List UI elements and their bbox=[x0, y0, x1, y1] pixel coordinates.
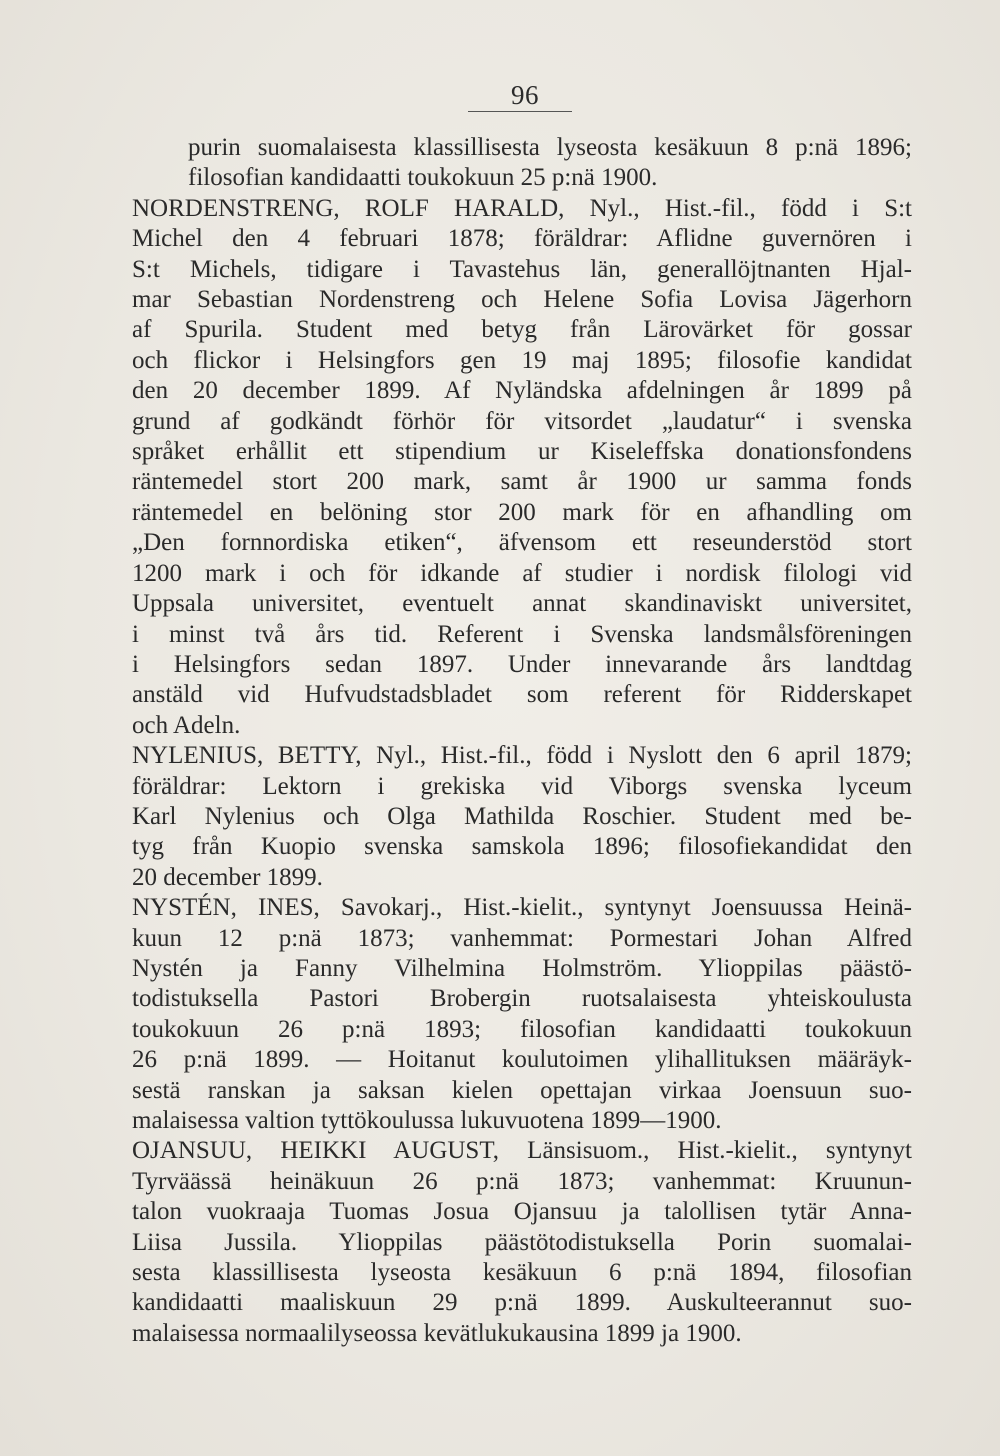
biographical-entry bbox=[132, 194, 912, 741]
text-line: 1200 mark i och för idkande af studier i nordisk filologi vid bbox=[132, 559, 912, 587]
biographical-entry bbox=[132, 1136, 912, 1349]
text-line: sestä ranskan ja saksan kielen opettajan virkaa Joensuun suo- bbox=[132, 1076, 912, 1104]
text-line: malaisessa valtion tyttökoulussa lukuvuotena 1899—1900. bbox=[132, 1107, 722, 1134]
text-line: Liisa Jussila. Ylioppilas päästötodistuksella Porin suomalai- bbox=[132, 1228, 912, 1256]
text-line: S:t Michels, tidigare i Tavastehus län, generallöjtnanten Hjal- bbox=[132, 255, 912, 283]
text-line: NYLENIUS, BETTY, Nyl., Hist.-fil., född i Nyslott den 6 april 1879; bbox=[132, 742, 912, 770]
text-line: grund af godkändt förhör för vitsordet „laudatur“ i svenska bbox=[132, 407, 912, 435]
text-line: Nystén ja Fanny Vilhelmina Holmström. Ylioppilas päästö- bbox=[132, 954, 912, 982]
text-line: NORDENSTRENG, ROLF HARALD, Nyl., Hist.-fil., född i S:t bbox=[132, 194, 912, 222]
text-line: i Helsingfors sedan 1897. Under innevarande års landtdag bbox=[132, 650, 912, 678]
text-line: Karl Nylenius och Olga Mathilda Roschier. Student med be- bbox=[132, 802, 912, 830]
text-line: anstäld vid Hufvudstadsbladet som referent för Ridderskapet bbox=[132, 681, 912, 709]
text-line: NYSTÉN, INES, Savokarj., Hist.-kielit., syntynyt Joensuussa Heinä- bbox=[132, 894, 912, 922]
page-number-rule bbox=[468, 111, 572, 112]
text-line: Michel den 4 februari 1878; föräldrar: Aflidne guvernören i bbox=[132, 225, 912, 253]
text-line: todistuksella Pastori Brobergin ruotsalaisesta yhteiskoulusta bbox=[132, 985, 912, 1013]
text-line: „Den fornnordiska etiken“, äfvensom ett reseunderstöd stort bbox=[132, 529, 912, 557]
text-line: och flickor i Helsingfors gen 19 maj 1895; filosofie kandidat bbox=[132, 346, 912, 374]
text-line: och Adeln. bbox=[132, 711, 241, 739]
text-line: talon vuokraaja Tuomas Josua Ojansuu ja talollisen tytär Anna- bbox=[132, 1198, 912, 1226]
text-line: af Spurila. Student med betyg från Lärovärket för gossar bbox=[132, 316, 912, 344]
text-line: räntemedel en belöning stor 200 mark för en afhandling om bbox=[132, 498, 912, 526]
text-line: räntemedel stort 200 mark, samt år 1900 ur samma fonds bbox=[132, 468, 912, 496]
text-line: sesta klassillisesta lyseosta kesäkuun 6 p:nä 1894, filosofian bbox=[132, 1259, 912, 1287]
text-body bbox=[132, 133, 912, 1349]
text-line: kandidaatti maaliskuun 29 p:nä 1899. Auskulteerannut suo- bbox=[132, 1289, 912, 1317]
text-line: språket erhållit ett stipendium ur Kiseleffska donationsfondens bbox=[132, 438, 912, 466]
page-number: 96 bbox=[511, 80, 539, 110]
text-line: kuun 12 p:nä 1873; vanhemmat: Pormestari Johan Alfred bbox=[132, 924, 912, 952]
text-line: tyg från Kuopio svenska samskola 1896; filosofiekandidat den bbox=[132, 833, 912, 861]
biographical-entry bbox=[132, 741, 912, 893]
text-line: filosofian kandidaatti toukokuun 25 p:nä 1900. bbox=[188, 164, 658, 192]
text-line: Tyrväässä heinäkuun 26 p:nä 1873; vanhemmat: Kruunun- bbox=[132, 1167, 912, 1195]
text-line: OJANSUU, HEIKKI AUGUST, Länsisuom., Hist.-kielit., syntynyt bbox=[132, 1137, 912, 1165]
text-line: mar Sebastian Nordenstreng och Helene Sofia Lovisa Jägerhorn bbox=[132, 286, 912, 314]
text-line: purin suomalaisesta klassillisesta lyseosta kesäkuun 8 p:nä 1896; bbox=[188, 134, 912, 161]
text-line: 20 december 1899. bbox=[132, 863, 323, 891]
text-line: i minst två års tid. Referent i Svenska landsmålsföreningen bbox=[132, 620, 912, 648]
entry-continuation bbox=[132, 133, 912, 194]
text-line: toukokuun 26 p:nä 1893; filosofian kandidaatti toukokuun bbox=[132, 1015, 912, 1043]
text-line: Uppsala universitet, eventuelt annat skandinaviskt universitet, bbox=[132, 590, 912, 618]
text-line: 26 p:nä 1899. — Hoitanut koulutoimen ylihallituksen määräyk- bbox=[132, 1046, 912, 1074]
text-line: malaisessa normaalilyseossa kevätlukukausina 1899 ja 1900. bbox=[132, 1319, 742, 1347]
biographical-entry bbox=[132, 893, 912, 1136]
text-line: föräldrar: Lektorn i grekiska vid Viborgs svenska lyceum bbox=[132, 772, 912, 800]
text-line: den 20 december 1899. Af Nyländska afdelningen år 1899 på bbox=[132, 377, 912, 405]
